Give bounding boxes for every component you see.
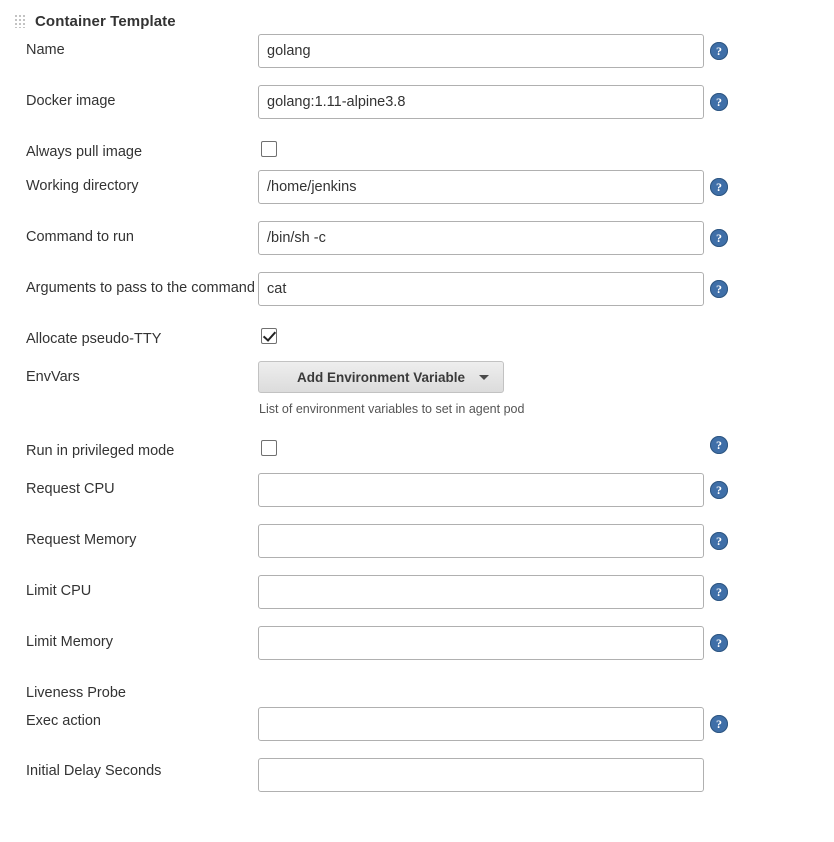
row-arguments bbox=[0, 272, 834, 323]
field-limit-memory bbox=[258, 626, 722, 660]
field-docker-image bbox=[258, 85, 722, 119]
field-request-memory bbox=[258, 524, 722, 558]
help-icon[interactable]: ? bbox=[710, 93, 728, 111]
help-icon[interactable]: ? bbox=[710, 178, 728, 196]
allocate-tty-checkbox[interactable] bbox=[261, 328, 277, 344]
label-envvars: EnvVars bbox=[26, 369, 80, 385]
label-docker-image: Docker image bbox=[26, 93, 116, 109]
limit-memory-input[interactable] bbox=[258, 626, 704, 660]
label-allocate-tty: Allocate pseudo-TTY bbox=[26, 331, 162, 347]
label-working-directory: Working directory bbox=[26, 178, 139, 194]
limit-cpu-input[interactable] bbox=[258, 575, 704, 609]
field-request-cpu bbox=[258, 473, 722, 507]
field-limit-cpu bbox=[258, 575, 722, 609]
label-limit-memory: Limit Memory bbox=[26, 634, 114, 650]
label-privileged: Run in privileged mode bbox=[26, 443, 175, 459]
row-envvars bbox=[0, 357, 834, 435]
label-name: Name bbox=[26, 42, 65, 58]
label-request-cpu: Request CPU bbox=[26, 481, 115, 497]
help-icon[interactable]: ? bbox=[710, 634, 728, 652]
label-request-memory: Request Memory bbox=[26, 532, 137, 548]
field-always-pull-image bbox=[258, 136, 277, 157]
help-icon[interactable]: ? bbox=[710, 229, 728, 247]
help-icon[interactable]: ? bbox=[710, 481, 728, 499]
field-command-to-run bbox=[258, 221, 722, 255]
drag-grip-icon[interactable] bbox=[14, 14, 26, 28]
name-input[interactable] bbox=[258, 34, 704, 68]
row-exec-action bbox=[0, 707, 834, 758]
field-name bbox=[258, 34, 722, 68]
request-memory-input[interactable] bbox=[258, 524, 704, 558]
label-command-to-run: Command to run bbox=[26, 229, 134, 245]
row-limit-memory bbox=[0, 626, 834, 677]
arguments-input[interactable] bbox=[258, 272, 704, 306]
exec-action-input[interactable] bbox=[258, 707, 704, 741]
row-always-pull-image bbox=[0, 136, 834, 170]
row-command-to-run bbox=[0, 221, 834, 272]
initial-delay-seconds-input[interactable] bbox=[258, 758, 704, 792]
working-directory-input[interactable] bbox=[258, 170, 704, 204]
help-icon[interactable]: ? bbox=[710, 583, 728, 601]
field-initial-delay-seconds bbox=[258, 758, 704, 792]
field-exec-action bbox=[258, 707, 722, 741]
docker-image-input[interactable] bbox=[258, 85, 704, 119]
label-limit-cpu: Limit CPU bbox=[26, 583, 92, 599]
label-arguments: Arguments to pass to the command bbox=[26, 280, 255, 296]
label-initial-delay-seconds: Initial Delay Seconds bbox=[26, 763, 162, 779]
help-icon[interactable]: ? bbox=[710, 280, 728, 298]
label-always-pull-image: Always pull image bbox=[26, 144, 143, 160]
page-title: Container Template bbox=[35, 12, 176, 30]
field-allocate-tty bbox=[258, 323, 277, 344]
chevron-down-icon bbox=[479, 375, 489, 380]
help-icon[interactable]: ? bbox=[710, 715, 728, 733]
row-request-cpu bbox=[0, 473, 834, 524]
add-environment-variable-button[interactable] bbox=[258, 361, 504, 393]
request-cpu-input[interactable] bbox=[258, 473, 704, 507]
command-to-run-input[interactable] bbox=[258, 221, 704, 255]
help-icon[interactable]: ? bbox=[710, 532, 728, 550]
privileged-checkbox[interactable] bbox=[261, 440, 277, 456]
label-exec-action: Exec action bbox=[26, 713, 101, 729]
container-template-header bbox=[0, 8, 834, 34]
row-limit-cpu bbox=[0, 575, 834, 626]
row-name bbox=[0, 34, 834, 85]
row-docker-image bbox=[0, 85, 834, 136]
field-envvars bbox=[258, 361, 524, 416]
row-allocate-tty bbox=[0, 323, 834, 357]
row-working-directory bbox=[0, 170, 834, 221]
row-initial-delay-seconds bbox=[0, 758, 834, 809]
liveness-probe-heading: Liveness Probe bbox=[26, 685, 126, 701]
help-icon[interactable]: ? bbox=[710, 42, 728, 60]
field-privileged bbox=[258, 435, 722, 456]
help-icon[interactable]: ? bbox=[710, 436, 728, 454]
field-arguments bbox=[258, 272, 722, 306]
always-pull-image-checkbox[interactable] bbox=[261, 141, 277, 157]
envvars-hint: List of environment variables to set in agent pod bbox=[259, 402, 525, 416]
row-request-memory bbox=[0, 524, 834, 575]
field-working-directory bbox=[258, 170, 722, 204]
add-environment-variable-label: Add Environment Variable bbox=[296, 369, 466, 385]
row-privileged bbox=[0, 435, 834, 473]
